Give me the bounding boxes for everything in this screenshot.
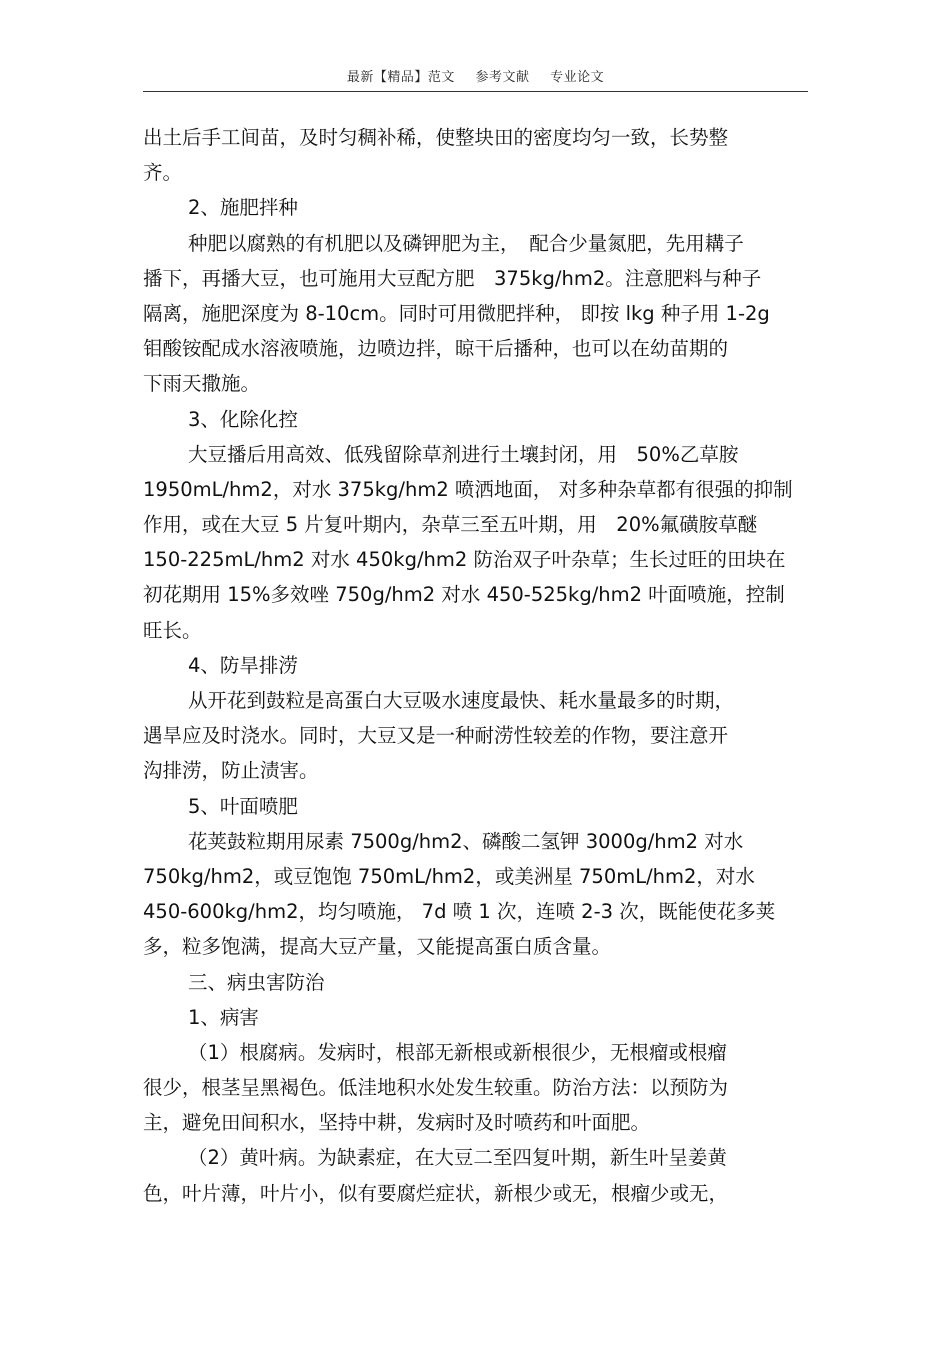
text-line: 钼酸铵配成水溶液喷施，边喷边拌，晾干后播种，也可以在幼苗期的	[143, 337, 729, 361]
text-line: 4、防旱排涝	[188, 653, 298, 677]
header-item: 参考文献	[475, 70, 530, 85]
text-line: 主，避免田间积水，坚持中耕，发病时及时喷药和叶面肥。	[143, 1111, 651, 1135]
text-line: 齐。	[143, 161, 183, 185]
text-line: 播下，再播大豆，也可施用大豆配方肥 375kg/hm2。注意肥料与种子	[143, 266, 762, 290]
text-line: 多，粒多饱满，提高大豆产量，又能提高蛋白质含量。	[143, 935, 612, 959]
text-line: 遇旱应及时浇水。同时，大豆又是一种耐涝性较差的作物，要注意开	[143, 724, 729, 748]
text-line: 作用，或在大豆 5 片复叶期内，杂草三至五叶期，用 20%氟磺胺草醚	[143, 513, 758, 537]
text-line: 色，叶片薄，叶片小，似有要腐烂症状，新根少或无，根瘤少或无，	[143, 1181, 729, 1205]
text-line: 三、病虫害防治	[188, 970, 325, 994]
text-line: 150-225mL/hm2 对水 450kg/hm2 防治双子叶杂草；生长过旺的田块在	[143, 548, 786, 572]
text-line: （1）根腐病。发病时，根部无新根或新根很少，无根瘤或根瘤	[188, 1040, 727, 1064]
text-line: 很少，根茎呈黑褐色。低洼地积水处发生较重。防治方法：以预防为	[143, 1076, 729, 1100]
text-line: 初花期用 15%多效唑 750g/hm2 对水 450-525kg/hm2 叶面喷施，控制	[143, 583, 785, 607]
header-item: 专业论文	[550, 70, 605, 85]
text-line: （2）黄叶病。为缺素症，在大豆二至四复叶期，新生叶呈姜黄	[188, 1146, 727, 1170]
text-line: 1950mL/hm2，对水 375kg/hm2 喷洒地面， 对多种杂草都有很强的抑制	[143, 477, 793, 501]
text-line: 种肥以腐熟的有机肥以及磷钾肥为主， 配合少量氮肥，先用耩子	[188, 231, 744, 255]
text-line: 450-600kg/hm2，均匀喷施， 7d 喷 1 次，连喷 2-3 次，既能使花多荚	[143, 900, 776, 924]
document-body	[143, 120, 808, 1211]
text-line: 1、病害	[188, 1005, 259, 1029]
text-line: 3、化除化控	[188, 407, 298, 431]
text-line: 沟排涝，防止渍害。	[143, 759, 319, 783]
text-line: 隔离，施肥深度为 8-10cm。同时可用微肥拌种， 即按 lkg 种子用 1-2g	[143, 301, 770, 325]
text-line: 大豆播后用高效、低残留除草剂进行土壤封闭，用 50%乙草胺	[188, 442, 739, 466]
header-rule	[143, 91, 808, 92]
text-line: 5、叶面喷肥	[188, 794, 298, 818]
header-item: 最新【精品】范文	[346, 70, 455, 85]
text-line: 旺长。	[143, 618, 202, 642]
text-line: 750kg/hm2，或豆饱饱 750mL/hm2，或美洲星 750mL/hm2，对水	[143, 864, 755, 888]
text-line: 2、施肥拌种	[188, 196, 298, 220]
text-line: 从开花到鼓粒是高蛋白大豆吸水速度最快、耗水量最多的时期，	[188, 689, 735, 712]
page-header	[143, 66, 808, 85]
text-line: 出土后手工间苗，及时匀稠补稀，使整块田的密度均匀一致，长势整	[143, 126, 729, 149]
text-line: 花荚鼓粒期用尿素 7500g/hm2、磷酸二氢钾 3000g/hm2 对水	[188, 829, 744, 853]
text-line: 下雨天撒施。	[143, 372, 261, 396]
